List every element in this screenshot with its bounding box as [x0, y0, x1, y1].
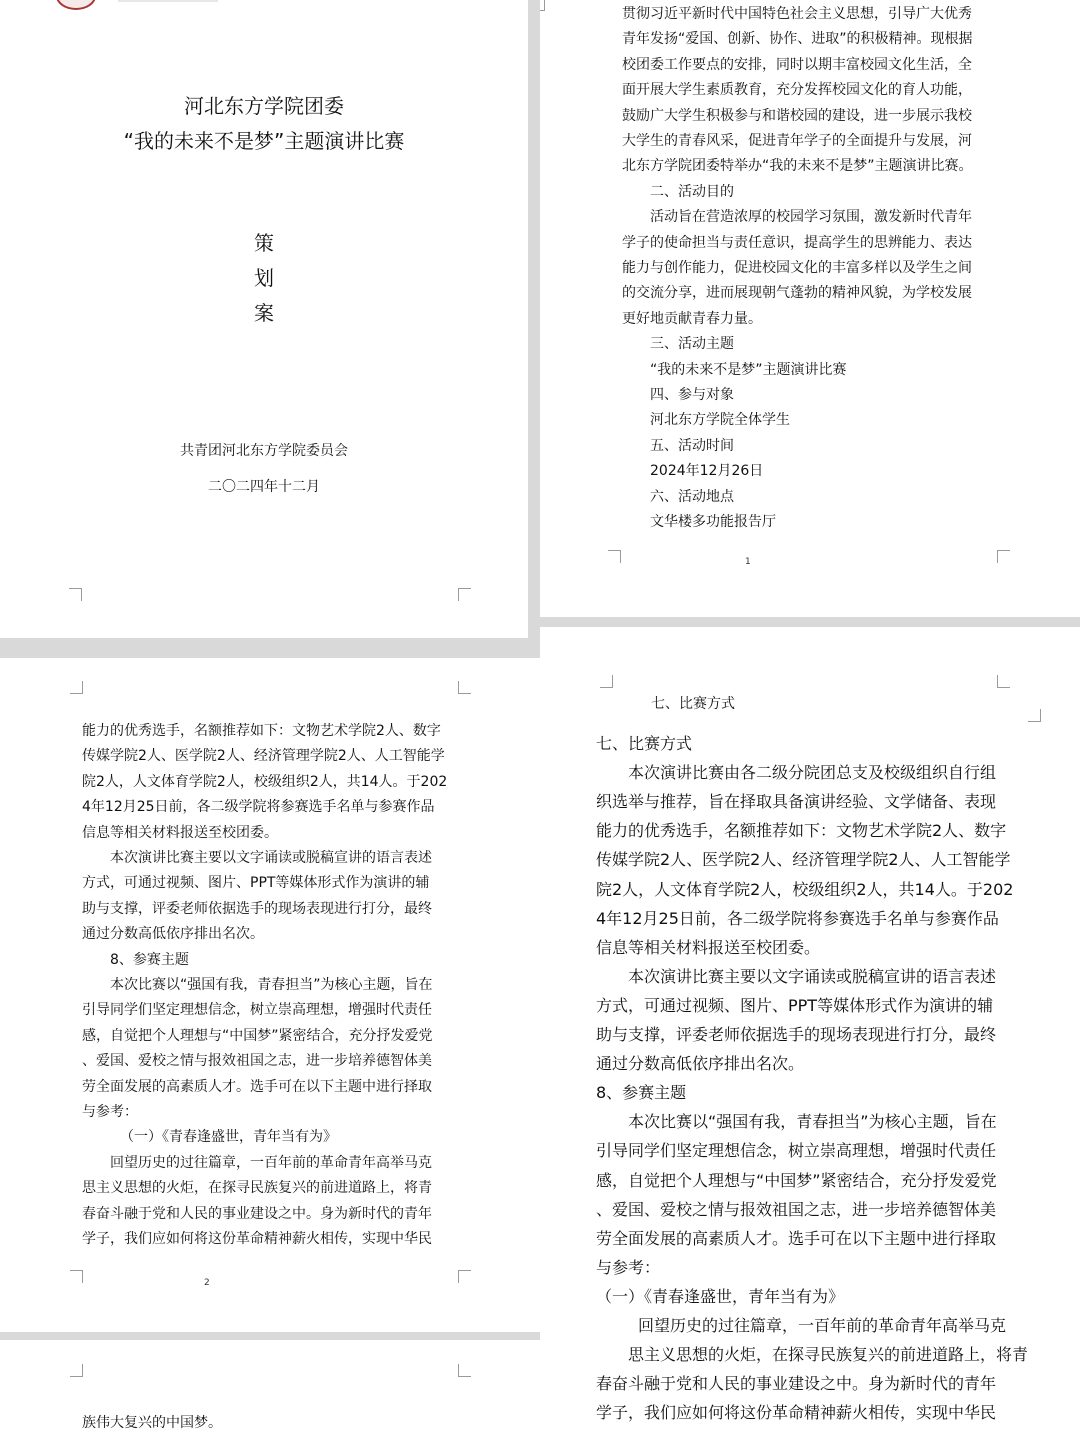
zoom-lines-line: 本次比赛以“强国有我，青春担当”为核心主题，旨在: [628, 1112, 997, 1132]
page2-lines-line: 、爱国、爱校之情与报效祖国之志，进一步培养德智体美: [82, 1053, 432, 1070]
page1-lines-line: 的交流分享，进而展现朝气蓬勃的精神风貌，为学校发展: [622, 285, 972, 302]
zoom-lines-line: 思主义思想的火炬，在探寻民族复兴的前进道路上，将青: [628, 1345, 1029, 1365]
page2-lines-line: 信息等相关材料报送至校团委。: [82, 824, 278, 841]
zoom-lines-line: 七、比赛方式: [596, 734, 693, 753]
cover-date: 二〇二四年十二月: [208, 479, 320, 495]
crop-mark: [997, 675, 1010, 688]
zoom-lines-line: 学子，我们应如何将这份革命精神薪火相传，实现中华民: [596, 1403, 997, 1423]
zoom-lines-line: 引导同学们坚定理想信念，树立崇高理想，增强时代责任: [596, 1141, 997, 1161]
page2-lines-line: 4年12月25日前，各二级学院将参赛选手名单与参赛作品: [82, 799, 435, 816]
page2-lines-line: 能力的优秀选手，名额推荐如下：文物艺术学院2人、数字: [82, 723, 441, 739]
page1-lines-line: 大学生的青春风采，促进青年学子的全面提升与发展，河: [622, 133, 972, 149]
zoom-lines-line: 、爱国、爱校之情与报效祖国之志，进一步培养德智体美: [596, 1199, 997, 1219]
crop-mark: [458, 1364, 471, 1377]
zoom-lines-line: 春奋斗融于党和人民的事业建设之中。身为新时代的青年: [596, 1374, 997, 1394]
zoom-lines-line: 能力的优秀选手，名额推荐如下：文物艺术学院2人、数字: [596, 821, 1007, 841]
page-number: 2: [204, 1278, 210, 1288]
page1-lines-line: 能力与创作能力，促进校园文化的丰富多样以及学生之间: [622, 260, 972, 276]
page-number: 1: [745, 557, 751, 567]
page2-lines-line: 本次比赛以“强国有我，青春担当”为核心主题，旨在: [110, 977, 433, 993]
page2-lines-line: 本次演讲比赛主要以文字诵读或脱稿宣讲的语言表述: [110, 850, 432, 866]
page1-lines-line: 河北东方学院全体学生: [650, 412, 790, 429]
page2-lines-line: 学子，我们应如何将这份革命精神薪火相传，实现中华民: [82, 1231, 432, 1247]
page2-lines-line: 思主义思想的火炬，在探寻民族复兴的前进道路上，将青: [82, 1180, 432, 1197]
page1-lines-line: 学子的使命担当与责任意识，提高学生的思辨能力、表达: [622, 234, 972, 251]
zoom-lines-line: 传媒学院2人、医学院2人、经济管理学院2人、人工智能学: [596, 850, 1011, 870]
page1-lines-line: 2024年12月26日: [650, 463, 764, 480]
page1-lines-line: 六、活动地点: [650, 488, 734, 505]
cover-title-line1: 河北东方学院团委: [184, 94, 344, 118]
cover-title-line2: “我的未来不是梦”主题演讲比赛: [123, 129, 405, 153]
cover-subtitle-char-3: 案: [254, 301, 274, 325]
crop-mark: [600, 675, 613, 688]
school-logo: [56, 0, 96, 10]
zoom-lines-line: 与参考：: [596, 1257, 661, 1277]
cover-subtitle-char-2: 划: [254, 266, 274, 290]
page2-lines-line: 方式，可通过视频、图片、PPT等媒体形式作为演讲的辅: [82, 875, 430, 892]
crop-mark: [70, 1364, 83, 1377]
doc-page-3: [0, 1340, 540, 1440]
page2-lines-line: 助与支撑，评委老师依据选手的现场表现进行打分，最终: [82, 900, 432, 917]
crop-mark: [997, 550, 1010, 563]
zoom-lines-line: 回望历史的过往篇章，一百年前的革命青年高举马克: [638, 1316, 1007, 1335]
page2-lines-line: 8、参赛主题: [110, 951, 189, 968]
page1-lines-line: 青年发扬“爱国、创新、协作、进取”的积极精神。现根据: [622, 31, 973, 48]
page1-lines-line: 四、参与对象: [650, 387, 734, 403]
zoomed-page: [540, 627, 1080, 1440]
page2-lines-line: 春奋斗融于党和人民的事业建设之中。身为新时代的青年: [82, 1205, 432, 1222]
zoom-lines-line: 方式，可通过视频、图片、PPT等媒体形式作为演讲的辅: [596, 995, 994, 1015]
zoom-lines-line: 劳全面发展的高素质人才。选手可在以下主题中进行择取: [596, 1228, 997, 1248]
zoom-lines-line: 院2人，人文体育学院2人，校级组织2人，共14人。于202: [596, 879, 1014, 899]
zoom-lines-line: 助与支撑，评委老师依据选手的现场表现进行打分，最终: [596, 1025, 997, 1044]
crop-mark: [70, 681, 83, 694]
page2-lines-line: 回望历史的过往篇章，一百年前的革命青年高举马克: [110, 1154, 432, 1171]
doc-page-2: [0, 658, 540, 1332]
page2-lines-line: 引导同学们坚定理想信念，树立崇高理想，增强时代责任: [82, 1002, 432, 1019]
logo-text-placeholder: [118, 0, 218, 2]
zoom-lines-line: （一）《青春逢盛世，青年当有为》: [596, 1286, 845, 1306]
zoom-lines-line: 织选举与推荐，旨在择取具备演讲经验、文学储备、表现: [596, 792, 997, 812]
page1-lines-line: 活动旨在营造浓厚的校园学习氛围，激发新时代青年: [650, 209, 972, 226]
page1-lines-line: 五、活动时间: [650, 437, 734, 454]
page1-lines-line: 面开展大学生素质教育，充分发挥校园文化的育人功能，: [622, 82, 972, 99]
zoom-lines-line: 本次演讲比赛由各二级分院团总支及校级组织自行组: [628, 763, 997, 783]
page1-lines-line: 三、活动主题: [650, 336, 734, 353]
page2-lines-line: 与参考：: [82, 1104, 138, 1120]
page1-lines-line: 北东方学院团委特举办“我的未来不是梦”主题演讲比赛。: [622, 158, 973, 175]
cover-page: [0, 0, 528, 638]
zoom-heading-top: 七、比赛方式: [651, 696, 735, 712]
page2-lines-line: 感，自觉把个人理想与“中国梦”紧密结合，充分抒发爱党: [82, 1027, 433, 1044]
zoom-lines-line: 本次演讲比赛主要以文字诵读或脱稿宣讲的语言表述: [628, 966, 997, 986]
page1-lines-line: 更好地贡献青春力量。: [622, 310, 762, 327]
page2-lines-line: 院2人，人文体育学院2人，校级组织2人，共14人。于202: [82, 773, 448, 790]
page1-lines-line: 二、活动目的: [650, 183, 734, 200]
crop-mark: [458, 588, 471, 601]
zoom-lines-line: 4年12月25日前，各二级学院将参赛选手名单与参赛作品: [596, 908, 999, 928]
zoom-lines-line: 感，自觉把个人理想与“中国梦”紧密结合，充分抒发爱党: [596, 1170, 997, 1190]
page2-lines-line: 劳全面发展的高素质人才。选手可在以下主题中进行择取: [82, 1078, 432, 1095]
crop-mark: [458, 1270, 471, 1283]
zoom-lines-line: 8、参赛主题: [596, 1083, 687, 1103]
page3-line: 族伟大复兴的中国梦。: [82, 1415, 222, 1431]
crop-mark: [540, 0, 545, 11]
doc-page-1: [540, 0, 1080, 617]
crop-mark: [458, 681, 471, 694]
page2-lines-line: 传媒学院2人、医学院2人、经济管理学院2人、人工智能学: [82, 748, 445, 765]
zoom-lines-line: 通过分数高低依序排出名次。: [596, 1054, 805, 1074]
page2-lines-line: （一）《青春逢盛世，青年当有为》: [120, 1129, 337, 1146]
page1-lines-line: 贯彻习近平新时代中国特色社会主义思想，引导广大优秀: [622, 6, 972, 22]
crop-mark: [1028, 709, 1041, 722]
crop-mark: [608, 550, 621, 563]
page1-lines-line: 文华楼多功能报告厅: [650, 514, 776, 530]
crop-mark: [69, 588, 82, 601]
page2-lines-line: 通过分数高低依序排出名次。: [82, 926, 264, 943]
page1-lines-line: “我的未来不是梦”主题演讲比赛: [650, 361, 847, 378]
crop-mark: [70, 1270, 83, 1283]
zoom-lines-line: 信息等相关材料报送至校团委。: [596, 937, 821, 957]
cover-organizer: 共青团河北东方学院委员会: [180, 443, 348, 459]
page1-lines-line: 鼓励广大学生积极参与和谐校园的建设，进一步展示我校: [622, 107, 972, 124]
page1-lines-line: 校团委工作要点的安排，同时以期丰富校园文化生活，全: [622, 56, 972, 73]
cover-subtitle-char-1: 策: [254, 231, 274, 255]
